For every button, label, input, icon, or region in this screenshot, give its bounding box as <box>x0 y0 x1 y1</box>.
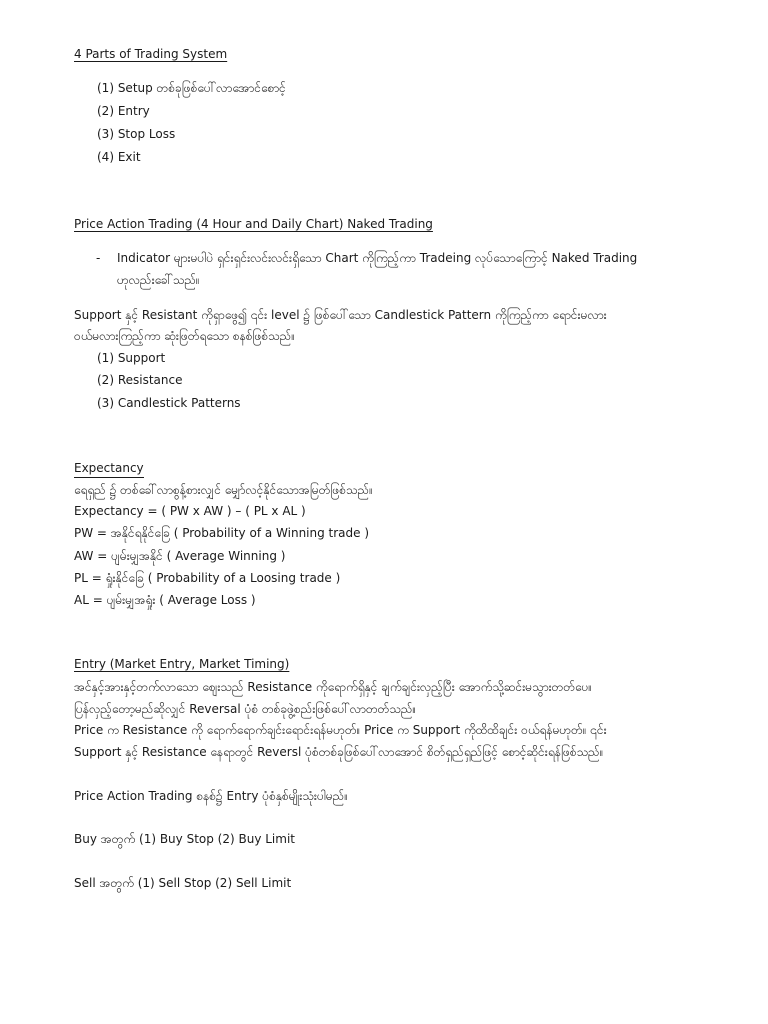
expectancy-heading: Expectancy <box>74 459 144 478</box>
list-item: (2) Entry <box>97 104 150 118</box>
formula-line: PW = အနိုင်ရနိုင်ခြေ ( Probability of a Winning trade ) <box>74 526 370 540</box>
list-item: (1) Setup တစ်ခုဖြစ်ပေါ်လာအောင်စောင့် <box>97 81 286 95</box>
paragraph-line: Support နှင့် Resistance နေရာတွင် Reversl ပုံစံတစ်ခုဖြစ်ပေါ်လာအောင် စိတ်ရှည်ရှည်ဖြင့် စောင့်ဆိုင်းရန်ဖြစ်သည်။ <box>74 745 604 759</box>
formula-line: PL = ရှုံးနိုင်ခြေ ( Probability of a Loosing trade ) <box>74 571 341 585</box>
bullet-text-line: ဟုလည်းခေါ်သည်။ <box>117 273 200 287</box>
bullet-text-line: Indicator များမပါပဲ ရှင်းရှင်းလင်းလင်းရှိသော Chart ကိုကြည့်ကာ Tradeing လုပ်သောကြောင့် Naked Trading <box>117 251 638 265</box>
paragraph-line: Price Action Trading စနစ်၌ Entry ပုံစံနှစ်မျိုးသုံးပါမည်။ <box>74 789 348 803</box>
paragraph-line: Support နှင့် Resistant ကိုရှာဖွေ၍ ၎င်း level ၌ ဖြစ်ပေါ်သော Candlestick Pattern ကိုကြည့်ကာ ရောင်းမလား <box>74 308 607 322</box>
section-title-price-action: Price Action Trading (4 Hour and Daily Chart) Naked Trading <box>74 217 433 231</box>
buy-entry-line: Buy အတွက် (1) Buy Stop (2) Buy Limit <box>74 832 295 846</box>
paragraph-line: ဝယ်မလားကြည့်ကာ ဆုံးဖြတ်ရသော စနစ်ဖြစ်သည်။ <box>74 329 295 343</box>
paragraph-line: ရေရှည် ၌ တစ်ခေါ်လာစွန့်စားလျှင် မျှော်လင့်နိုင်သောအမြတ်ဖြစ်သည်။ <box>74 483 373 497</box>
section-title-trading-system: 4 Parts of Trading System <box>74 47 228 61</box>
formula-line: AW = ပျမ်းမျှအနိုင် ( Average Winning ) <box>74 549 286 563</box>
sell-entry-line: Sell အတွက် (1) Sell Stop (2) Sell Limit <box>74 876 292 890</box>
paragraph-line: ပြန်လှည့်တော့မည်ဆိုလျှင် Reversal ပုံစံ တစ်ခုဖွဲ့စည်းဖြစ်ပေါ်လာတတ်သည်။ <box>74 702 417 716</box>
list-item: (3) Candlestick Patterns <box>97 396 241 410</box>
formula-line: Expectancy = ( PW x AW ) – ( PL x AL ) <box>74 504 306 518</box>
paragraph-line: Price က Resistance ကို ရောက်ရောက်ချင်းရောင်းရန်မဟုတ်။ Price က Support ကိုထိထိချင်း ဝယ်ရန်မဟုတ်။ ၎င်း <box>74 723 607 737</box>
list-item: (3) Stop Loss <box>97 127 176 141</box>
section-title-entry: Entry (Market Entry, Market Timing) <box>74 657 290 671</box>
formula-line: AL = ပျမ်းမျှအရှုံး ( Average Loss ) <box>74 593 256 607</box>
list-item: (2) Resistance <box>97 373 183 387</box>
section-title-expectancy <box>74 459 144 478</box>
list-item: (4) Exit <box>97 150 141 164</box>
paragraph-line: အင်နှင့်အားနှင့်တက်လာသော ဈေးသည် Resistance ကိုရောက်ရှိနှင့် ချက်ချင်းလှည့်ပြီး အောက်သို့ဆင်းမသွားတတ်ပေ။ <box>74 680 593 694</box>
list-item: (1) Support <box>97 351 166 365</box>
bullet-dash: - <box>96 251 101 265</box>
